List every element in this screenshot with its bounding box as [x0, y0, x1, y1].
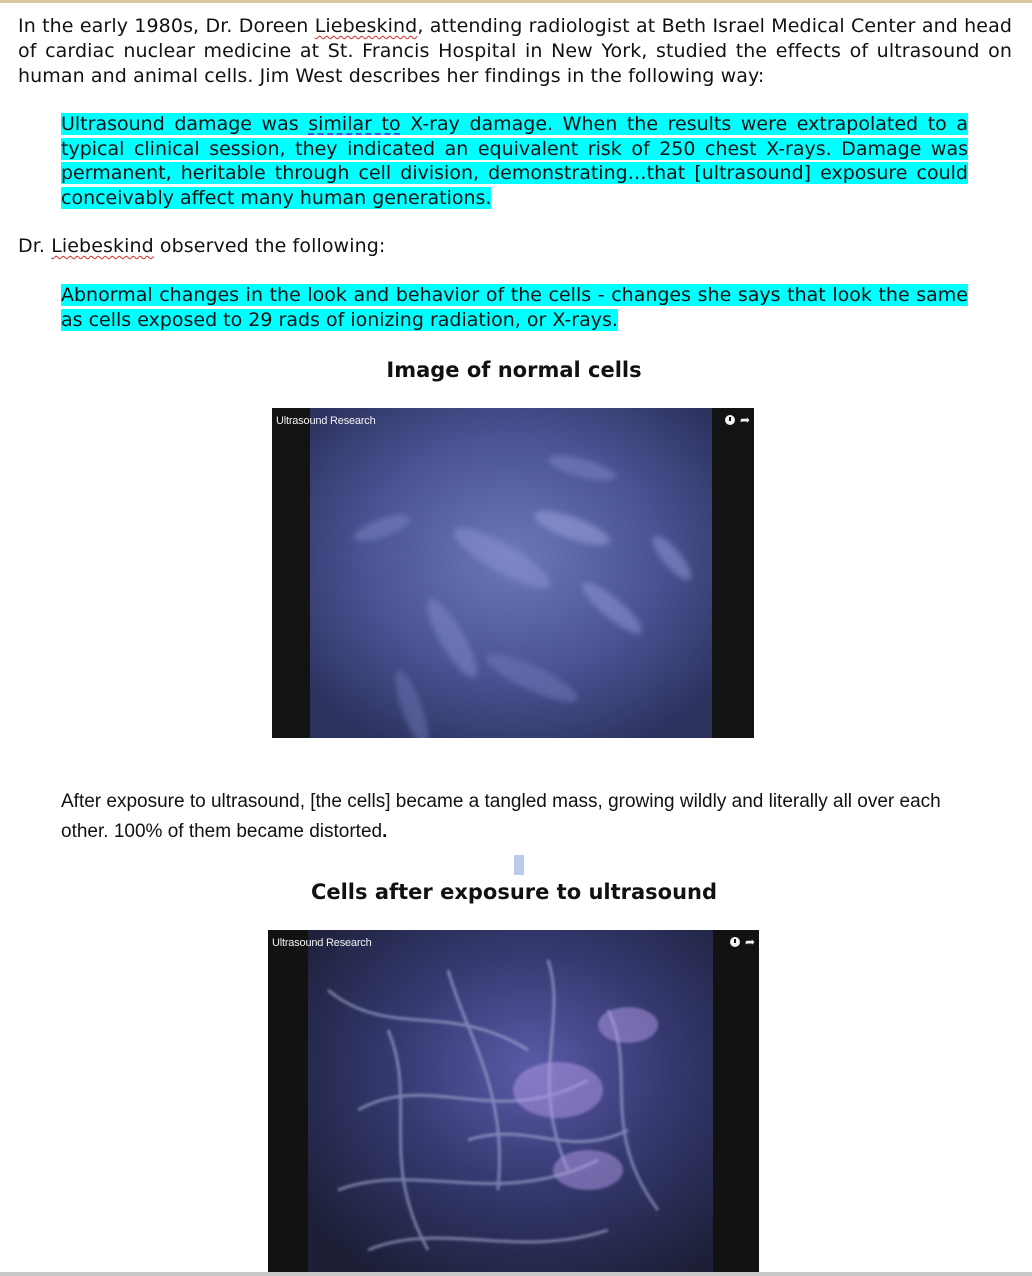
video-title: Ultrasound Research: [276, 415, 376, 427]
page-top-border: [0, 0, 1032, 3]
video-exposed-cells[interactable]: [268, 930, 759, 1276]
text-cursor-selection: [514, 855, 524, 875]
video-title: Ultrasound Research: [272, 937, 372, 949]
exposed-cells-micrograph: [268, 930, 759, 1276]
highlight-run: Abnormal changes in the look and behavior of the cells - changes she says that look the same as cells exposed to 29 rads of ionizing radiation, or X-rays.: [61, 284, 968, 331]
spelling-error-name[interactable]: Liebeskind: [314, 15, 418, 37]
video-controls: [730, 936, 755, 948]
caption-exposed-cells: Cells after exposure to ultrasound: [310, 880, 718, 904]
share-icon[interactable]: ➦: [739, 413, 750, 427]
caption-normal-cells: Image of normal cells: [386, 358, 642, 382]
share-icon[interactable]: ➦: [744, 935, 755, 949]
page-bottom-border: [0, 1272, 1032, 1276]
highlighted-quote-2: [61, 283, 968, 332]
normal-cells-micrograph: [272, 408, 754, 738]
video-controls: [725, 414, 750, 426]
video-normal-cells[interactable]: [272, 408, 754, 738]
grammar-flag[interactable]: similar to: [308, 113, 401, 135]
after-exposure-paragraph: After exposure to ultrasound, [the cells] became a tangled mass, growing wildly and literally all over each other. 100% of them became distorted.: [61, 791, 941, 842]
spelling-error-name[interactable]: Liebeskind: [51, 235, 154, 257]
intro-paragraph: In the early 1980s, Dr. Doreen Liebeskind, attending radiologist at Beth Israel Medical Center and head of cardiac nuclear medicine at St. Francis Hospital in New York, studied the effects of ultrasound on human and animal cells. Jim West describes her findings in the following way:: [18, 15, 1012, 87]
clock-icon[interactable]: [730, 937, 740, 947]
highlighted-quote-1: [61, 112, 968, 210]
observed-paragraph: Dr. Liebeskind observed the following:: [18, 235, 386, 257]
clock-icon[interactable]: [725, 415, 735, 425]
highlight-run: Ultrasound damage was similar to X-ray damage. When the results were extrapolated to a typical clinical session, they indicated an equivalent risk of 250 chest X-rays. Damage was permanent, heritable through cell division, demonstrating…that [ultrasound] exposure could conceivably affect many human generations.: [61, 113, 969, 209]
